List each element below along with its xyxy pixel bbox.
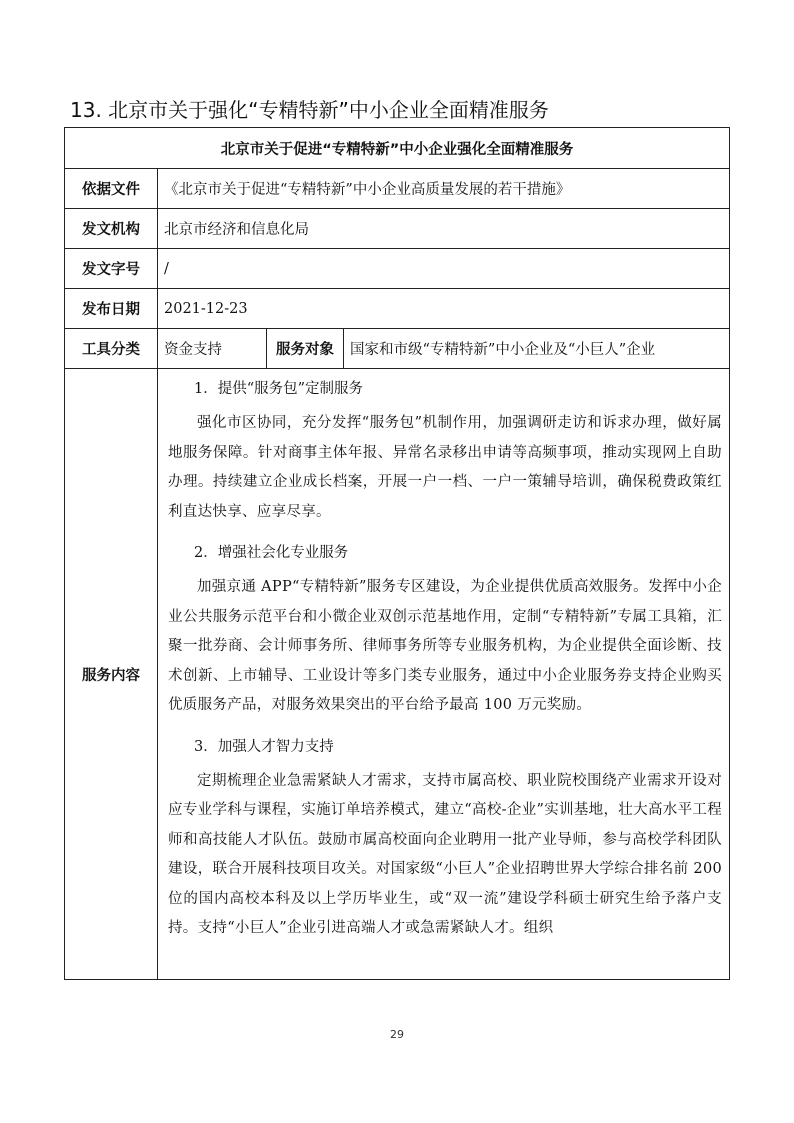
docno-label: 发文字号	[65, 249, 158, 289]
section-heading: 3．加强人才智力支持	[194, 738, 334, 755]
content-cell	[158, 369, 730, 980]
target-label: 服务对象	[267, 329, 344, 369]
date-label: 发布日期	[65, 289, 158, 329]
basis-value: 《北京市关于促进“专精特新”中小企业高质量发展的若干措施》	[158, 169, 730, 209]
section-paragraph: 加强京通 APP“专精特新”服务专区建设，为企业提供优质高效服务。发挥中小企业公共服务示范平台和小微企业双创示范基地作用，定制“专精特新”专属工具箱，汇聚一批券商、会计师事务所、律师事务所等专业服务机构，为企业提供全面诊断、技术创新、上市辅导、工业设计等多门类专业服务，通过中小企业服务券支持企业购买优质服务产品，对服务效果突出的平台给予最高 100 万元奖励。	[168, 579, 722, 713]
section-heading: 1．提供“服务包”定制服务	[194, 381, 364, 397]
target-value: 国家和市级“专精特新”中小企业及“小巨人”企业	[344, 329, 730, 369]
tool-label: 工具分类	[65, 329, 158, 369]
issuer-value: 北京市经济和信息化局	[158, 209, 730, 249]
page-heading: 13. 北京市关于强化“专精特新”中小企业全面精准服务	[70, 98, 549, 122]
table-title: 北京市关于促进“专精特新”中小企业强化全面精准服务	[65, 128, 730, 169]
page-number: 29	[390, 1028, 404, 1041]
section-paragraph: 定期梳理企业急需紧缺人才需求，支持市属高校、职业院校围绕产业需求开设对应专业学科与课程，实施订单培养模式，建立“高校-企业”实训基地，壮大高水平工程师和高技能人才队伍。鼓励市属高校面向企业聘用一批产业导师，参与高校学科团队建设，联合开展科技项目攻关。对国家级“小巨人”企业招聘世界大学综合排名前 200 位的国内高校本科及以上学历毕业生，或“双一流”建设学科硕士研究生给予落户支持。支持“小巨人”企业引进高端人才或急需紧缺人才。组织	[168, 772, 722, 936]
section-paragraph: 强化市区协同，充分发挥“服务包”机制作用，加强调研走访和诉求办理，做好属地服务保障。针对商事主体年报、异常名录移出申请等高频事项，推动实现网上自助办理。持续建立企业成长档案，开展一户一档、一户一策辅导培训，确保税费政策红利直达快享、应享尽享。	[168, 415, 722, 520]
content-body	[168, 369, 722, 979]
issuer-label: 发文机构	[65, 209, 158, 249]
policy-table	[64, 127, 730, 980]
tool-value: 资金支持	[158, 329, 267, 369]
docno-value: /	[158, 249, 730, 289]
section-heading: 2．增强社会化专业服务	[194, 545, 349, 561]
basis-label: 依据文件	[65, 169, 158, 209]
date-value: 2021-12-23	[158, 289, 730, 329]
content-label: 服务内容	[65, 369, 158, 980]
